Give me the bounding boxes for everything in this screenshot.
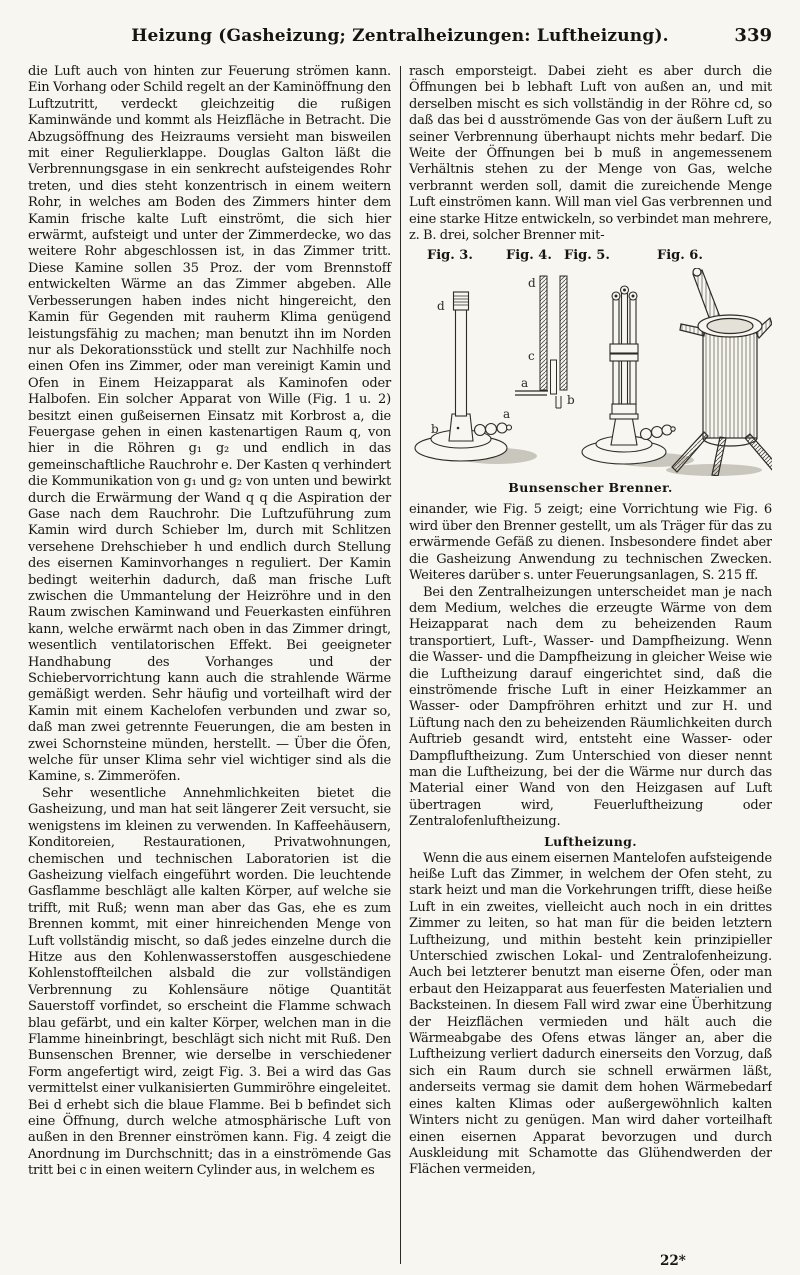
- part-label-fig4-a: a: [521, 376, 529, 391]
- part-label-fig4-d: d: [528, 276, 536, 291]
- bunsen-burner-engraving: [409, 268, 772, 476]
- right-column: [409, 64, 772, 1264]
- part-label-fig4-b: b: [567, 393, 575, 408]
- figure-caption: Bunsenscher Brenner.: [508, 480, 673, 496]
- paragraph-gasheizung: Sehr wesentliche Annehmlichkeiten bietet die Gasheizung, und man hat seit längerer Zeit versucht, sie wenigstens im kleinen zu verwenden. In Kaffeehäusern, Konditoreien, Restaurationen, Privatwohnungen, chemischen und technischen Laboratorien ist die Gasheizung vielfach eingeführt worden. Die leuchtende Gasflamme beschlägt alle kalten Körper, auf welche sie trifft, mit Ruß; wenn man aber das Gas, ehe es zum Brennen kommt, mit einer hinreichenden Menge von Luft vollständig mischt, so daß jedes einzelne durch die Hitze aus den Kohlenwasserstoffen ausgeschiedene Kohlenstoffteilchen alsbald die zur vollständigen Verbrennung zu Kohlensäure nötige Quantität Sauerstoff vorfindet, so erscheint die Flamme schwach blau gefärbt, und ein kalter Körper, welchen man in die Flamme hineinbringt, beschlägt sich nicht mit Ruß. Den Bunsenschen Brenner, wie derselbe in verschiedener Form angefertigt wird, zeigt Fig. 3. Bei a wird das Gas vermittelst einer vulkanisierten Gummiröhre eingeleitet. Bei d erhebt sich die blaue Flamme. Bei b befindet sich eine Öffnung, durch welche atmosphärische Luft von außen in den Brenner einströmen kann. Fig. 4 zeigt die Anordnung im Durchschnitt; das in a einströmende Gas tritt bei c in einen weitern Cylinder aus, in welchem es: [28, 785, 391, 1179]
- page-header: [28, 22, 772, 56]
- column-divider: [400, 66, 401, 1264]
- figure-bunsen-burner: [409, 248, 772, 495]
- signature-mark: 22*: [660, 1253, 686, 1269]
- figure-label-5: Fig. 5.: [564, 248, 610, 264]
- fig5-triple-burner: [582, 286, 694, 467]
- fig3-burner: [415, 292, 537, 464]
- paragraph-zentralheizungen: Bei den Zentralheizungen unterscheidet man je nach dem Medium, welches die erzeugte Wärme von dem Heizapparat nach dem zu beheizenden Raum transportiert, Luft-, Wasser- und Dampfheizung. Wenn die Wasser- und die Dampfheizung in gleicher Weise wie die Luftheizung darauf eingerichtet sind, daß die einströmende frische Luft in einer Heizkammer an Wasser- oder Dampfröhren erhitzt und zur H. und Lüftung nach den zu beheizenden Räumlichkeiten durch Auftrieb gesandt wird, entsteht eine Wasser- oder Dampfluftheizung. Zum Unterschied von dieser nennt man die Luftheizung, bei der die Wärme nur durch das Material einer Wand von den Heizgasen auf Luft übertragen wird, Feuerluftheizung oder Zentralofenluftheizung.: [409, 584, 772, 830]
- part-label-fig3-d: d: [437, 299, 445, 314]
- left-column: [28, 64, 391, 1264]
- page-number: 339: [734, 25, 772, 46]
- figure-label-6: Fig. 6.: [657, 248, 703, 264]
- running-title: Heizung (Gasheizung; Zentralheizungen: Luftheizung).: [131, 26, 669, 46]
- paragraph-luftheizung: Wenn die aus einem eisernen Mantelofen aufsteigende heiße Luft das Zimmer, in welchem der Ofen steht, zu stark heizt und man die Vorkehrungen trifft, diese heiße Luft in ein zweites, vielleicht auch noch in ein drittes Zimmer zu leiten, so hat man für die beiden letztern Luftheizung, und mithin besteht kein prinzipieller Unterschied zwischen Lokal- und Zentralofenheizung. Auch bei letzterer benutzt man eiserne Öfen, oder man erbaut den Heizapparat aus feuerfesten Materialien und Backsteinen. In diesem Fall wird zwar eine Überhitzung der Heizflächen vermieden und hält auch die Wärmeabgabe des Ofens etwas länger an, aber die Luftheizung verliert dadurch einerseits den Vorzug, daß sich ein Raum durch sie schnell erwärmen läßt, anderseits vermag sie damit dem hohen Wärmebedarf eines kalten Klimas oder außergewöhnlich kalten Winters nicht zu genügen. Man wird daher vorteilhaft einen eisernen Apparat bevorzugen und durch Auskleidung mit Schamotte das Glühendwerden der Flächen vermeiden,: [409, 850, 772, 1178]
- figure-label-4: Fig. 4.: [506, 248, 552, 264]
- section-heading-luftheizung: Luftheizung.: [544, 833, 637, 849]
- paragraph-brenner-top: rasch emporsteigt. Dabei zieht es aber durch die Öffnungen bei b lebhaft Luft von außen an, und mit derselben mischt es sich vollständig in der Röhre cd, so daß das bei d ausströmende Gas von der äußern Luft zu seiner Verbrennung überhaupt nichts mehr bedarf. Die Weite der Öffnungen bei b muß in angemessenem Verhältnis stehen zu der Menge von Gas, welche verbrannt werden soll, damit die zureichende Menge Luft einströmen kann. Will man viel Gas verbrennen und eine starke Hitze entwickeln, so verbindet man mehrere, z. B. drei, solcher Brenner mit-: [409, 64, 772, 244]
- fig6-tripod-stand: [666, 268, 772, 476]
- part-label-fig3-b: b: [431, 422, 439, 437]
- part-label-fig3-a: a: [503, 407, 511, 422]
- paragraph-brenner-bottom: einander, wie Fig. 5 zeigt; eine Vorrichtung wie Fig. 6 wird über den Brenner gestellt, um als Träger für das zu erwärmende Gefäß zu dienen. Insbesondere findet aber die Gasheizung Anwendung zu technischen Zwecken. Weiteres darüber s. unter Feuerungsanlagen, S. 215 ff.: [409, 502, 772, 584]
- figure-label-3: Fig. 3.: [427, 248, 473, 264]
- part-label-fig4-c: c: [528, 349, 535, 364]
- paragraph-kamin: die Luft auch von hinten zur Feuerung strömen kann. Ein Vorhang oder Schild regelt an der Kaminöffnung den Luftzutritt, verdeckt gleichzeitig die rußigen Kaminwände und kommt als Heizfläche in Betracht. Die Abzugsöffnung des Heizraums versieht man bisweilen mit einer Regulierklappe. Douglas Galton läßt die Verbrennungsgase in ein senkrecht aufsteigendes Rohr treten, und dies steht konzentrisch in einem weitern Rohr, in welches am Boden des Zimmers hinter dem Kamin frische kalte Luft einströmt, die sich hier erwärmt, aufsteigt und unter der Zimmerdecke, wo das weitere Rohr abgeschlossen ist, in das Zimmer tritt. Diese Kamine sollen 35 Proz. der vom Brennstoff entwickelten Wärme an das Zimmer abgeben. Alle Verbesserungen haben indes nicht hingereicht, den Kamin für Gegenden mit rauherm Klima genügend leistungsfähig zu machen; man benutzt ihn im Norden nur als Dekorationsstück und stellt zur Nachhilfe noch einen Ofen ins Zimmer, oder man vereinigt Kamin und Ofen in Einem Heizapparat als Kaminofen oder Halbofen. Ein solcher Apparat von Wille (Fig. 1 u. 2) besitzt einen gußeisernen Einsatz mit Korbrost a, die Feuergase gehen in einen kastenartigen Raum q, von hier in die Röhren g₁ g₂ und endlich in das gemeinschaftliche Rauchrohr e. Der Kasten q verhindert die Kommunikation von g₁ und g₂ von unten und bewirkt durch die Erwärmung der Wand q q die Aspiration der Gase nach dem Rauchrohr. Die Luftzuführung zum Kamin wird durch Schieber lm, durch mit Schlitzen versehene Drehschieber h und endlich durch Stellung des eisernen Kaminvorhanges n reguliert. Der Kamin bedingt weiterhin dadurch, daß man frische Luft zwischen die Ummantelung der Heizröhre und in den Raum zwischen Kaminwand und Feuerkasten einführen kann, welche erwärmt nach oben in das Zimmer dringt, wesentlich ventilatorischen Effekt. Bei geeigneter Handhabung des Vorhanges und der Schiebervorrichtung kann auch die strahlende Wärme gemäßigt werden. Sehr häufig und vorteilhaft wird der Kamin mit einem Kachelofen verbunden und zwar so, daß man zwei getrennte Feuerungen, die am besten in zwei Schornsteine münden, herstellt. — Über die Öfen, welche für unser Klima sehr viel wichtiger sind als die Kamine, s. Zimmeröfen.: [28, 64, 391, 785]
- figure-number-row: [409, 248, 772, 266]
- text-columns: [28, 64, 772, 1264]
